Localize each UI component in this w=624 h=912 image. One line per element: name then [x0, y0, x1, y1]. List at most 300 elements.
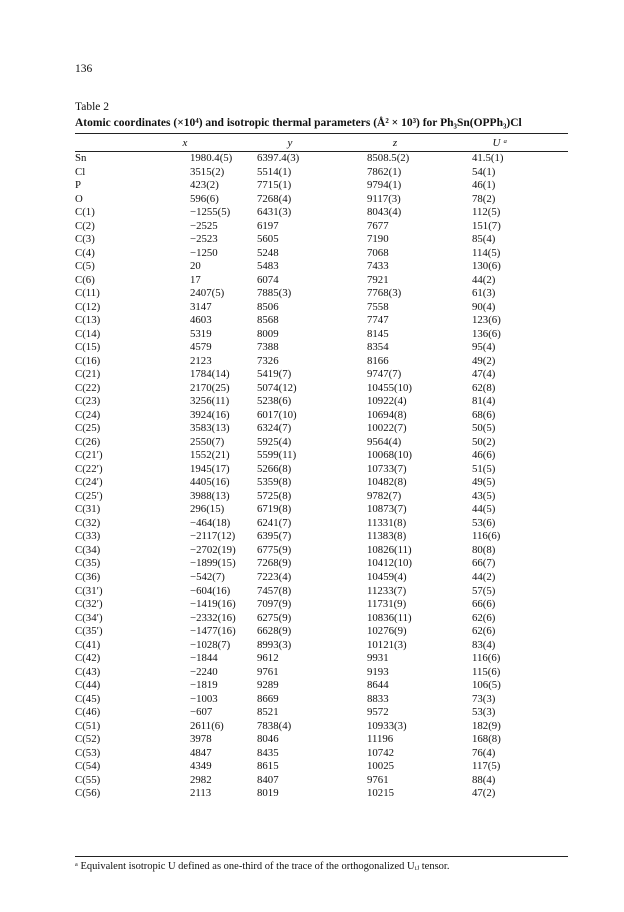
- y-cell: 8993(3): [257, 638, 292, 651]
- atom-cell: Sn: [75, 152, 87, 164]
- u-cell: 123(6): [472, 314, 501, 327]
- z-cell: 10455(10): [367, 381, 412, 394]
- table-row: [75, 679, 568, 693]
- x-cell: −1899(15): [190, 557, 236, 570]
- y-cell: 6719(8): [257, 503, 292, 516]
- u-cell: 115(6): [472, 665, 501, 678]
- x-cell: 2123: [190, 354, 212, 367]
- atom-cell: C(25′): [75, 489, 103, 502]
- x-cell: −2525: [190, 219, 218, 232]
- atom-cell: C(34′): [75, 611, 103, 624]
- z-cell: 10412(10): [367, 557, 412, 570]
- y-cell: 5599(11): [257, 449, 297, 462]
- table-label: Table 2: [75, 101, 110, 113]
- table-row: [75, 476, 568, 490]
- atom-cell: C(51): [75, 719, 101, 732]
- x-cell: 4579: [190, 341, 212, 354]
- table-row: [75, 747, 568, 761]
- y-cell: 6017(10): [257, 408, 297, 421]
- y-cell: 7097(9): [257, 598, 292, 611]
- atom-cell: C(22′): [75, 462, 103, 475]
- z-cell: 8644: [367, 679, 389, 692]
- z-cell: 7433: [367, 260, 389, 273]
- y-cell: 7715(1): [257, 179, 292, 192]
- table-row: [75, 598, 568, 612]
- table-row: [75, 328, 568, 342]
- x-cell: −1028(7): [190, 638, 231, 651]
- x-cell: −1250: [190, 246, 218, 259]
- atom-cell: C(3): [75, 233, 95, 246]
- x-cell: −1477(16): [190, 625, 236, 638]
- table-row: [75, 152, 568, 166]
- table-row: [75, 233, 568, 247]
- table-body: [75, 152, 568, 801]
- z-cell: 8508.5(2): [367, 152, 410, 164]
- x-cell: −604(16): [190, 584, 231, 597]
- x-cell: 1552(21): [190, 449, 230, 462]
- table-row: [75, 220, 568, 234]
- y-cell: 6628(9): [257, 625, 292, 638]
- table-row: [75, 166, 568, 180]
- y-cell: 8019: [257, 787, 279, 800]
- table-row: [75, 774, 568, 788]
- y-cell: 5483: [257, 260, 279, 273]
- x-cell: −2332(16): [190, 611, 236, 624]
- z-cell: 10025: [367, 760, 394, 773]
- y-cell: 6241(7): [257, 516, 292, 529]
- y-cell: 8506: [257, 300, 279, 313]
- atom-cell: Cl: [75, 165, 86, 178]
- z-cell: 7558: [367, 300, 389, 313]
- x-cell: −2117(12): [190, 530, 236, 543]
- u-cell: 57(5): [472, 584, 496, 597]
- u-cell: 41.5(1): [472, 152, 504, 164]
- z-cell: 10922(4): [367, 395, 407, 408]
- column-headers: [75, 137, 568, 150]
- table-row: [75, 206, 568, 220]
- z-cell: 10215: [367, 787, 394, 800]
- z-cell: 10068(10): [367, 449, 412, 462]
- y-cell: 6431(3): [257, 206, 292, 219]
- table-row: [75, 409, 568, 423]
- z-cell: 11196: [367, 733, 394, 746]
- atom-cell: C(2): [75, 219, 95, 232]
- y-cell: 5605: [257, 233, 279, 246]
- atom-cell: C(52): [75, 733, 101, 746]
- atom-cell: C(31′): [75, 584, 103, 597]
- z-cell: 10482(8): [367, 476, 407, 489]
- x-cell: 3147: [190, 300, 212, 313]
- z-cell: 9572: [367, 706, 389, 719]
- y-cell: 7326: [257, 354, 279, 367]
- x-cell: 423(2): [190, 179, 219, 192]
- column-header-u: U ᵃ: [492, 137, 508, 149]
- z-cell: 9761: [367, 773, 389, 786]
- y-cell: 5248: [257, 246, 279, 259]
- atom-cell: C(34): [75, 543, 101, 556]
- u-cell: 61(3): [472, 287, 496, 300]
- table-row: [75, 720, 568, 734]
- u-cell: 50(5): [472, 422, 496, 435]
- u-cell: 106(5): [472, 679, 501, 692]
- x-cell: 3978: [190, 733, 212, 746]
- z-cell: 8145: [367, 327, 389, 340]
- z-cell: 10733(7): [367, 462, 407, 475]
- table-row: [75, 787, 568, 801]
- z-cell: 11331(8): [367, 516, 407, 529]
- table-row: [75, 341, 568, 355]
- table-row: [75, 247, 568, 261]
- u-cell: 66(6): [472, 598, 496, 611]
- y-cell: 6775(9): [257, 543, 292, 556]
- x-cell: −607: [190, 706, 213, 719]
- y-cell: 8568: [257, 314, 279, 327]
- y-cell: 5359(8): [257, 476, 292, 489]
- u-cell: 114(5): [472, 246, 501, 259]
- atom-cell: C(53): [75, 746, 101, 759]
- atom-cell: C(6): [75, 273, 95, 286]
- x-cell: 4349: [190, 760, 212, 773]
- x-cell: 596(6): [190, 192, 219, 205]
- y-cell: 8521: [257, 706, 279, 719]
- atom-cell: C(16): [75, 354, 101, 367]
- x-cell: 20: [190, 260, 201, 273]
- u-cell: 44(2): [472, 273, 496, 286]
- table-row: [75, 436, 568, 450]
- y-cell: 5419(7): [257, 368, 292, 381]
- u-cell: 83(4): [472, 638, 496, 651]
- x-cell: −1844: [190, 652, 218, 665]
- z-cell: 8043(4): [367, 206, 402, 219]
- y-cell: 7388: [257, 341, 279, 354]
- z-cell: 9931: [367, 652, 389, 665]
- table-row: [75, 382, 568, 396]
- y-cell: 7885(3): [257, 287, 292, 300]
- z-cell: 9794(1): [367, 179, 402, 192]
- x-cell: 2170(25): [190, 381, 230, 394]
- x-cell: 296(15): [190, 503, 225, 516]
- y-cell: 5514(1): [257, 165, 292, 178]
- x-cell: 3515(2): [190, 165, 225, 178]
- table-row: [75, 422, 568, 436]
- x-cell: 1980.4(5): [190, 152, 233, 164]
- u-cell: 151(7): [472, 219, 501, 232]
- table-row: [75, 503, 568, 517]
- u-cell: 78(2): [472, 192, 496, 205]
- table-row: [75, 760, 568, 774]
- atom-cell: C(41): [75, 638, 101, 651]
- atom-cell: C(24′): [75, 476, 103, 489]
- column-header-x: x: [182, 137, 188, 149]
- x-cell: −1003: [190, 692, 218, 705]
- x-cell: 3924(16): [190, 408, 230, 421]
- atom-cell: C(22): [75, 381, 101, 394]
- y-cell: 5238(6): [257, 395, 292, 408]
- z-cell: 9117(3): [367, 192, 401, 205]
- u-cell: 49(2): [472, 354, 496, 367]
- table-row: [75, 368, 568, 382]
- u-cell: 50(2): [472, 435, 496, 448]
- z-cell: 9747(7): [367, 368, 402, 381]
- z-cell: 11731(9): [367, 598, 407, 611]
- table-row: [75, 314, 568, 328]
- atom-cell: C(44): [75, 679, 101, 692]
- y-cell: 9761: [257, 665, 279, 678]
- x-cell: −1255(5): [190, 206, 231, 219]
- table-row: [75, 693, 568, 707]
- y-cell: 9289: [257, 679, 279, 692]
- table-row: [75, 706, 568, 720]
- x-cell: 4847: [190, 746, 212, 759]
- u-cell: 44(5): [472, 503, 496, 516]
- z-cell: 10276(9): [367, 625, 407, 638]
- z-cell: 7862(1): [367, 165, 402, 178]
- u-cell: 88(4): [472, 773, 496, 786]
- u-cell: 73(3): [472, 692, 496, 705]
- y-cell: 8615: [257, 760, 279, 773]
- u-cell: 116(6): [472, 652, 501, 665]
- table-row: [75, 571, 568, 585]
- y-cell: 6397.4(3): [257, 152, 300, 164]
- x-cell: −1819: [190, 679, 218, 692]
- u-cell: 46(6): [472, 449, 496, 462]
- atom-cell: C(12): [75, 300, 101, 313]
- u-cell: 116(6): [472, 530, 501, 543]
- atom-cell: O: [75, 192, 83, 205]
- y-cell: 8407: [257, 773, 279, 786]
- x-cell: −542(7): [190, 570, 225, 583]
- x-cell: 1784(14): [190, 368, 230, 381]
- u-cell: 51(5): [472, 462, 496, 475]
- u-cell: 53(6): [472, 516, 496, 529]
- atom-cell: C(42): [75, 652, 101, 665]
- u-cell: 130(6): [472, 260, 501, 273]
- y-cell: 5266(8): [257, 462, 292, 475]
- atom-cell: C(35′): [75, 625, 103, 638]
- atom-cell: C(21): [75, 368, 101, 381]
- u-cell: 66(7): [472, 557, 496, 570]
- atom-cell: C(23): [75, 395, 101, 408]
- z-cell: 7921: [367, 273, 389, 286]
- u-cell: 136(6): [472, 327, 501, 340]
- top-rule: [75, 133, 568, 134]
- x-cell: 2407(5): [190, 287, 225, 300]
- y-cell: 7457(8): [257, 584, 292, 597]
- z-cell: 11383(8): [367, 530, 407, 543]
- atom-cell: C(35): [75, 557, 101, 570]
- atom-cell: C(36): [75, 570, 101, 583]
- atom-cell: C(11): [75, 287, 100, 300]
- table-row: [75, 193, 568, 207]
- table-row: [75, 666, 568, 680]
- table-row: [75, 517, 568, 531]
- table-row: [75, 179, 568, 193]
- z-cell: 7747: [367, 314, 389, 327]
- u-cell: 95(4): [472, 341, 496, 354]
- x-cell: −2240: [190, 665, 218, 678]
- x-cell: −2702(19): [190, 543, 236, 556]
- y-cell: 9612: [257, 652, 279, 665]
- x-cell: 3583(13): [190, 422, 230, 435]
- table-footnote: ᵃ Equivalent isotropic U defined as one-third of the trace of the orthogonalized Uᵢⱼ tensor.: [75, 861, 450, 872]
- table-row: [75, 355, 568, 369]
- u-cell: 54(1): [472, 165, 496, 178]
- table-row: [75, 733, 568, 747]
- x-cell: −464(18): [190, 516, 231, 529]
- atom-cell: C(21′): [75, 449, 103, 462]
- z-cell: 10022(7): [367, 422, 407, 435]
- z-cell: 10459(4): [367, 570, 407, 583]
- table-row: [75, 395, 568, 409]
- atom-cell: C(15): [75, 341, 101, 354]
- u-cell: 168(8): [472, 733, 501, 746]
- atom-cell: C(32): [75, 516, 101, 529]
- z-cell: 8833: [367, 692, 389, 705]
- x-cell: 1945(17): [190, 462, 230, 475]
- atom-cell: C(55): [75, 773, 101, 786]
- atom-cell: C(46): [75, 706, 101, 719]
- z-cell: 10121(3): [367, 638, 407, 651]
- y-cell: 6074: [257, 273, 279, 286]
- table-row: [75, 449, 568, 463]
- z-cell: 7068: [367, 246, 389, 259]
- y-cell: 6275(9): [257, 611, 292, 624]
- z-cell: 11233(7): [367, 584, 407, 597]
- u-cell: 62(6): [472, 611, 496, 624]
- y-cell: 5725(8): [257, 489, 292, 502]
- x-cell: 2982: [190, 773, 212, 786]
- x-cell: 2550(7): [190, 435, 225, 448]
- y-cell: 6395(7): [257, 530, 292, 543]
- u-cell: 76(4): [472, 746, 496, 759]
- table-row: [75, 639, 568, 653]
- bottom-rule: [75, 856, 568, 857]
- atom-cell: C(24): [75, 408, 101, 421]
- x-cell: −1419(16): [190, 598, 236, 611]
- x-cell: 5319: [190, 327, 212, 340]
- u-cell: 90(4): [472, 300, 496, 313]
- y-cell: 8009: [257, 327, 279, 340]
- u-cell: 117(5): [472, 760, 501, 773]
- y-cell: 8669: [257, 692, 279, 705]
- u-cell: 182(9): [472, 719, 501, 732]
- table-row: [75, 625, 568, 639]
- x-cell: 17: [190, 273, 201, 286]
- u-cell: 62(8): [472, 381, 496, 394]
- u-cell: 53(3): [472, 706, 496, 719]
- table-caption: Atomic coordinates (×10⁴) and isotropic thermal parameters (Å² × 10³) for Ph₃Sn(OPPh₃)Cl: [75, 117, 522, 129]
- z-cell: 10742: [367, 746, 394, 759]
- z-cell: 10933(3): [367, 719, 407, 732]
- y-cell: 7838(4): [257, 719, 292, 732]
- x-cell: 2113: [190, 787, 212, 800]
- x-cell: 3988(13): [190, 489, 230, 502]
- x-cell: 2611(6): [190, 719, 224, 732]
- table-row: [75, 612, 568, 626]
- z-cell: 9564(4): [367, 435, 402, 448]
- atom-cell: P: [75, 179, 82, 192]
- y-cell: 8435: [257, 746, 279, 759]
- z-cell: 8166: [367, 354, 389, 367]
- table-row: [75, 463, 568, 477]
- atom-cell: C(33): [75, 530, 101, 543]
- table-row: [75, 490, 568, 504]
- u-cell: 112(5): [472, 206, 501, 219]
- u-cell: 46(1): [472, 179, 496, 192]
- atom-cell: C(43): [75, 665, 101, 678]
- table-row: [75, 557, 568, 571]
- column-header-z: z: [392, 137, 398, 149]
- y-cell: 5925(4): [257, 435, 292, 448]
- z-cell: 7768(3): [367, 287, 402, 300]
- z-cell: 8354: [367, 341, 389, 354]
- u-cell: 81(4): [472, 395, 496, 408]
- x-cell: 4603: [190, 314, 212, 327]
- atom-cell: C(54): [75, 760, 101, 773]
- column-header-y: y: [287, 137, 293, 149]
- y-cell: 8046: [257, 733, 279, 746]
- z-cell: 9782(7): [367, 489, 402, 502]
- atom-cell: C(4): [75, 246, 95, 259]
- z-cell: 10826(11): [367, 543, 412, 556]
- z-cell: 10873(7): [367, 503, 407, 516]
- table-row: [75, 260, 568, 274]
- atom-cell: C(5): [75, 260, 95, 273]
- z-cell: 9193: [367, 665, 389, 678]
- atom-cell: C(26): [75, 435, 101, 448]
- atom-cell: C(45): [75, 692, 101, 705]
- y-cell: 6197: [257, 219, 279, 232]
- x-cell: 3256(11): [190, 395, 230, 408]
- table-row: [75, 530, 568, 544]
- u-cell: 47(2): [472, 787, 496, 800]
- y-cell: 6324(7): [257, 422, 292, 435]
- y-cell: 7268(9): [257, 557, 292, 570]
- u-cell: 47(4): [472, 368, 496, 381]
- u-cell: 44(2): [472, 570, 496, 583]
- page-number: 136: [75, 63, 93, 75]
- atom-cell: C(31): [75, 503, 101, 516]
- z-cell: 10836(11): [367, 611, 412, 624]
- z-cell: 10694(8): [367, 408, 407, 421]
- x-cell: −2523: [190, 233, 218, 246]
- table-row: [75, 301, 568, 315]
- u-cell: 85(4): [472, 233, 496, 246]
- y-cell: 7223(4): [257, 570, 292, 583]
- z-cell: 7190: [367, 233, 389, 246]
- x-cell: 4405(16): [190, 476, 230, 489]
- z-cell: 7677: [367, 219, 389, 232]
- atom-cell: C(25): [75, 422, 101, 435]
- atom-cell: C(32′): [75, 598, 103, 611]
- atom-cell: C(56): [75, 787, 101, 800]
- table-row: [75, 585, 568, 599]
- y-cell: 7268(4): [257, 192, 292, 205]
- table-row: [75, 652, 568, 666]
- u-cell: 80(8): [472, 543, 496, 556]
- atom-cell: C(1): [75, 206, 95, 219]
- table-row: [75, 544, 568, 558]
- u-cell: 49(5): [472, 476, 496, 489]
- u-cell: 43(5): [472, 489, 496, 502]
- u-cell: 68(6): [472, 408, 496, 421]
- atom-cell: C(13): [75, 314, 101, 327]
- y-cell: 5074(12): [257, 381, 297, 394]
- table-row: [75, 274, 568, 288]
- table-row: [75, 287, 568, 301]
- u-cell: 62(6): [472, 625, 496, 638]
- atom-cell: C(14): [75, 327, 101, 340]
